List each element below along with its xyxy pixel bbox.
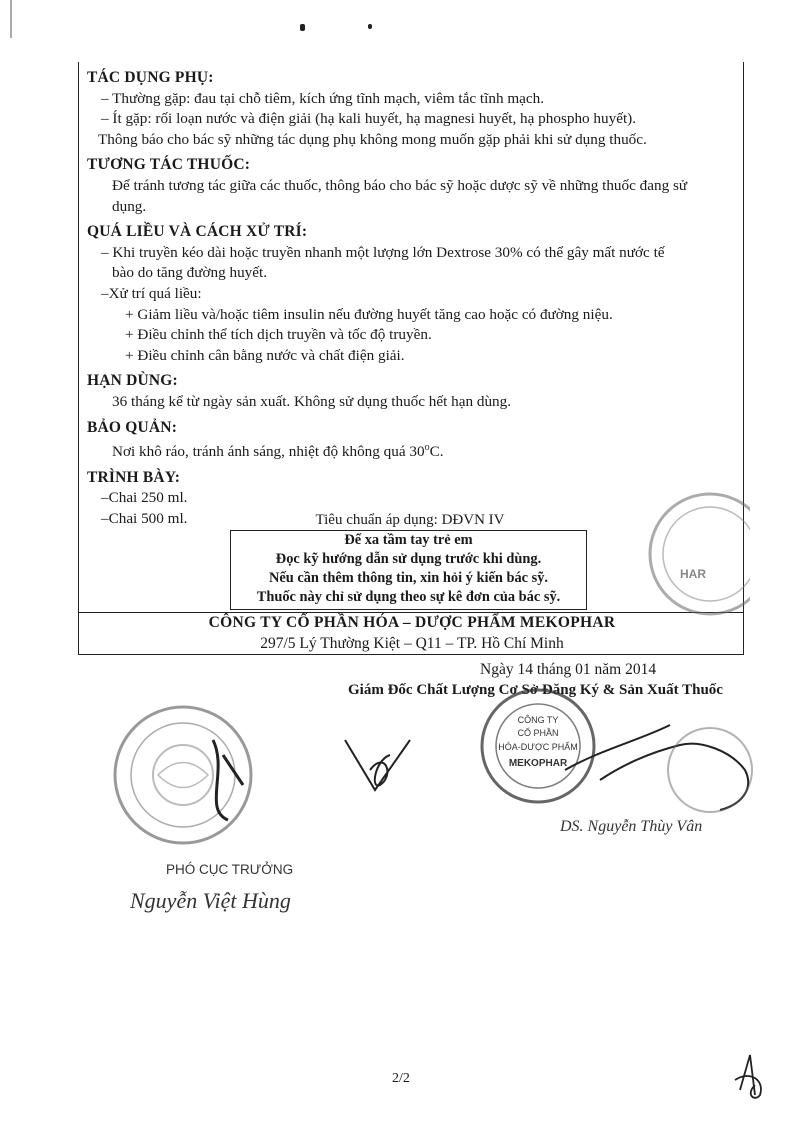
warning-box <box>230 530 587 610</box>
stamp-line: HÓA-DƯỢC PHẨM <box>498 742 578 752</box>
section-heading: BẢO QUẢN: <box>87 418 178 436</box>
text-line: – Khi truyền kéo dài hoặc truyền nhanh một lượng lớn Dextrose 30% có thể gây mất nước tế <box>101 243 665 261</box>
government-seal <box>108 700 258 850</box>
text-line: –Chai 250 ml. <box>101 489 188 507</box>
side-effects-section <box>87 68 737 150</box>
section-heading: TƯƠNG TÁC THUỐC: <box>87 156 251 174</box>
scan-speck <box>300 24 305 31</box>
warning-line: Nếu cần thêm thông tin, xin hỏi ý kiến bác sỹ. <box>268 570 549 586</box>
warning-line: Thuốc này chỉ sử dụng theo sự kê đơn của bác sỹ. <box>256 589 561 605</box>
interactions-section <box>87 155 737 217</box>
overdose-section <box>87 222 737 366</box>
section-heading: QUÁ LIỀU VÀ CÁCH XỬ TRÍ: <box>87 223 308 241</box>
leaflet-body <box>87 68 737 535</box>
stamp-line: CÔNG TY <box>517 715 559 725</box>
company-address: 297/5 Lý Thường Kiệt – Q11 – TP. Hồ Chí Minh <box>260 635 564 652</box>
page-number: 2/2 <box>392 1071 410 1086</box>
degree-mark: o <box>424 442 430 454</box>
text-line: Thông báo cho bác sỹ những tác dụng phụ không mong muốn gặp phải khi sử dụng thuốc. <box>98 130 647 148</box>
section-heading: TÁC DỤNG PHỤ: <box>87 69 214 86</box>
director-title: Giám Đốc Chất Lượng Cơ Sở Đăng Ký & Sản Xuất Thuốc <box>348 682 723 698</box>
text-line: Để tránh tương tác giữa các thuốc, thông báo cho bác sỹ hoặc dược sỹ về những thuốc đang sử <box>112 176 688 194</box>
warning-line: Đọc kỹ hướng dẫn sử dụng trước khi dùng. <box>275 551 542 567</box>
text-line: + Điều chỉnh cân bằng nước và chất điện giải. <box>125 346 405 364</box>
text-line: + Điều chỉnh thể tích dịch truyền và tốc độ truyền. <box>125 326 432 344</box>
svg-text:HAR: HAR <box>680 567 706 581</box>
issue-date: Ngày 14 tháng 01 năm 2014 <box>480 661 657 678</box>
text-line: –Xử trí quá liều: <box>101 284 202 302</box>
text-line: – Thường gặp: đau tại chỗ tiêm, kích ứng tĩnh mạch, viêm tắc tĩnh mạch. <box>101 89 545 107</box>
text-line <box>87 438 737 463</box>
text-line: bào do tăng đường huyết. <box>112 264 268 282</box>
text-line: + Giảm liều và/hoặc tiêm insulin nếu đường huyết tăng cao hoặc có đường niệu. <box>125 305 613 323</box>
company-name: CÔNG TY CỔ PHẦN HÓA – DƯỢC PHẨM MEKOPHAR <box>208 614 616 631</box>
vice-director-name: Nguyễn Việt Hùng <box>130 888 291 913</box>
vice-director-title: PHÓ CỤC TRƯỞNG <box>166 862 294 877</box>
director-signature <box>340 730 420 800</box>
quality-director-signature <box>560 710 760 820</box>
standard-text: Tiêu chuẩn áp dụng: DĐVN IV <box>315 512 505 528</box>
section-heading: TRÌNH BÀY: <box>87 468 181 486</box>
scan-speck <box>368 24 372 29</box>
text-line: 36 tháng kể từ ngày sản xuất. Không sử dụng thuốc hết hạn dùng. <box>112 392 512 410</box>
text-line: –Chai 500 ml. <box>101 509 188 527</box>
section-heading: HẠN DÙNG: <box>87 372 178 390</box>
warning-line: Để xa tầm tay trẻ em <box>344 532 473 548</box>
scan-mark <box>10 0 12 38</box>
partial-stamp-right <box>640 484 750 624</box>
signer-name: DS. Nguyễn Thùy Vân <box>560 818 703 835</box>
stamp-line: CỔ PHẦN <box>517 728 559 738</box>
expiry-section <box>87 371 737 412</box>
text-line: – Ít gặp: rối loạn nước và điện giải (hạ kali huyết, hạ magnesi huyết, hạ phospho huyết). <box>101 110 637 128</box>
storage-unit: C. <box>429 443 444 461</box>
storage-section <box>87 418 737 463</box>
initial-mark <box>730 1050 780 1105</box>
storage-text: Nơi khô ráo, tránh ánh sáng, nhiệt độ không quá 30 <box>112 443 425 461</box>
text-line: dụng. <box>112 197 147 215</box>
stamp-line: MEKOPHAR <box>508 758 568 769</box>
